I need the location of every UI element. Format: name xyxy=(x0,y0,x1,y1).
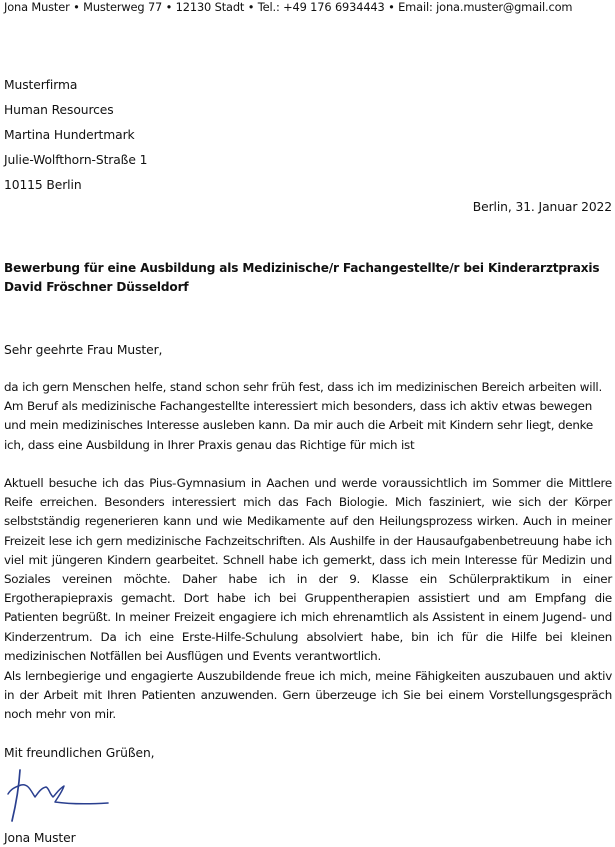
recipient-city: 10115 Berlin xyxy=(4,178,82,192)
signature-image xyxy=(4,764,116,826)
subject-line: Bewerbung für eine Ausbildung als Medizinische/r Fachangestellte/r bei Kinderarztpraxis David Fröschner Düsseldorf xyxy=(4,261,600,294)
body-paragraph-3: Als lernbegierige und engagierte Auszubildende freue ich mich, meine Fähigkeiten auszubauen und aktiv in der Arbeit mit Ihren Patienten anzuwenden. Gern überzeuge ich Sie bei einem Vorstellungsgespräch noch mehr von mir. xyxy=(4,669,612,722)
recipient-address xyxy=(4,73,147,198)
body-paragraph-2: Aktuell besuche ich das Pius-Gymnasium in Aachen und werde voraussichtlich im Sommer die Mittlere Reife erreichen. Besonders interessiert mich das Fach Biologie. Mich fasziniert, wie sich der Körper selbstständig regenerieren kann und wie Medikamente auf den Heilungsprozess wirken. Auch in meiner Freizeit lese ich gern medizinische Fachzeitschriften. Als Aushilfe in der Hausaufgabenbetreuung habe ich viel mit jüngeren Kindern gearbeitet. Schnell habe ich gemerkt, dass ich mein Interesse für Medizin und Soziales vereinen möchte. Daher habe ich in der 9. Klasse ein Schülerpraktikum in einer Ergotherapiepraxis gemacht. Dort habe ich bei Gruppentherapien assistiert und am Empfang die Patienten begrüßt. In meiner Freizeit engagiere ich mich ehrenamtlich als Assistent in einem Jugend- und Kinderzentrum. Da ich eine Erste-Hilfe-Schulung absolviert habe, bin ich für die Hilfe bei kleinen medizinischen Notfällen bei Ausflügen und Events verantwortlich. xyxy=(4,476,612,663)
recipient-contact: Martina Hundertmark xyxy=(4,128,135,142)
closing: Mit freundlichen Grüßen, xyxy=(4,746,155,760)
body-paragraph-1: da ich gern Menschen helfe, stand schon sehr früh fest, dass ich im medizinischen Bereich arbeiten will. Am Beruf als medizinische Fachangestellte interessiert mich besonders, dass ich aktiv etwas bewegen und mein medizinisches Interesse ausleben kann. Da mir auch die Arbeit mit Kindern sehr liegt, denke ich, dass eine Ausbildung in Ihrer Praxis genau das Richtige für mich ist xyxy=(4,380,602,452)
letter-date: Berlin, 31. Januar 2022 xyxy=(472,200,612,214)
sender-line: Jona Muster • Musterweg 77 • 12130 Stadt • Tel.: +49 176 6934443 • Email: jona.muster@gmail.com xyxy=(4,0,573,14)
recipient-department: Human Resources xyxy=(4,103,114,117)
signer-name: Jona Muster xyxy=(4,831,76,845)
salutation: Sehr geehrte Frau Muster, xyxy=(4,343,163,357)
recipient-company: Musterfirma xyxy=(4,78,78,92)
recipient-street: Julie-Wolfthorn-Straße 1 xyxy=(4,153,148,167)
